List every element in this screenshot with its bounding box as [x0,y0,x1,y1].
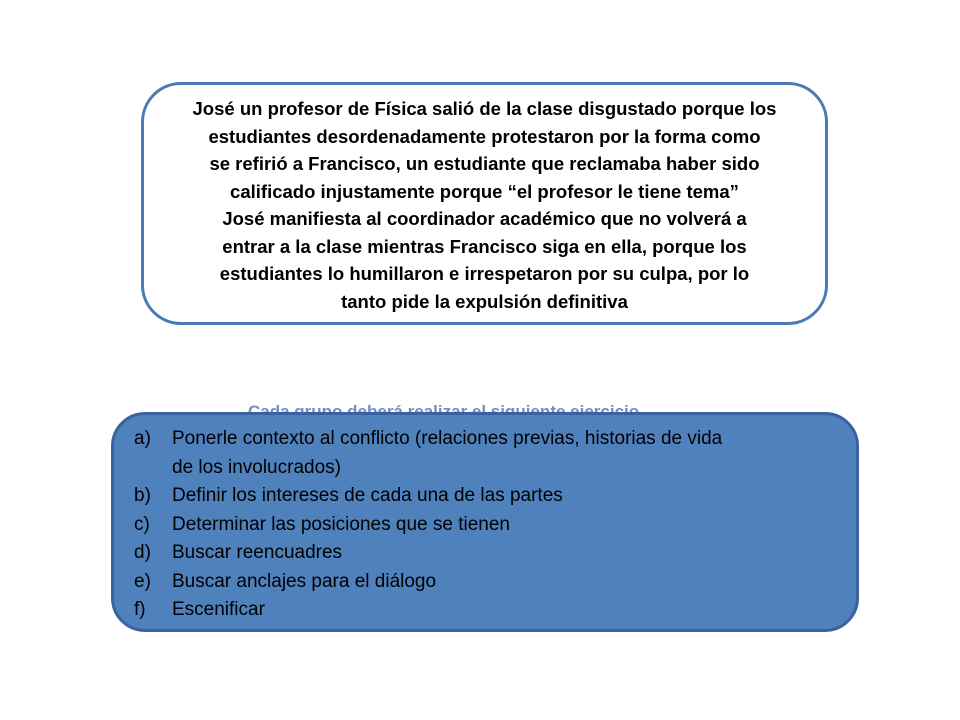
case-text-line: estudiantes desordenadamente protestaron por la forma como [208,125,761,147]
step-item [134,568,836,597]
step-text: Determinar las posiciones que se tienen [172,513,510,535]
case-text-line: se refirió a Francisco, un estudiante que reclamaba haber sido [209,153,760,174]
step-marker: e) [134,570,151,592]
case-text-line: entrar a la clase mientras Francisco siga en ella, porque los [222,235,747,257]
step-text: Buscar reencuadres [172,542,343,563]
case-description-box [141,82,828,325]
case-text-line: José manifiesta al coordinador académico que no volverá a [222,208,747,229]
step-item [134,482,836,511]
step-item [134,511,836,540]
step-marker: b) [134,485,151,506]
case-text-line: estudiantes lo humillaron e irrespetaron por su culpa, por lo [219,263,750,284]
step-item [134,539,836,568]
step-text: Escenificar [172,599,265,620]
case-text-line: tanto pide la expulsión definitiva [341,290,628,312]
step-marker: a) [134,428,151,449]
step-marker: d) [134,542,151,563]
step-text: Definir los intereses de cada una de las partes [172,485,563,506]
activity-steps-box [111,412,859,632]
step-text: Ponerle contexto al conflicto (relaciones previas, historias de vida [172,428,723,449]
case-text-line: calificado injustamente porque “el profesor le tiene tema” [230,180,739,202]
steps-list [134,425,836,625]
step-item [134,596,836,625]
step-marker: f) [134,599,146,620]
step-text: Buscar anclajes para el diálogo [172,570,437,592]
step-text-continuation: de los involucrados) [172,456,341,478]
step-item [134,425,836,482]
step-marker: c) [134,513,150,535]
case-text-line: José un profesor de Física salió de la clase disgustado porque los [192,98,777,119]
